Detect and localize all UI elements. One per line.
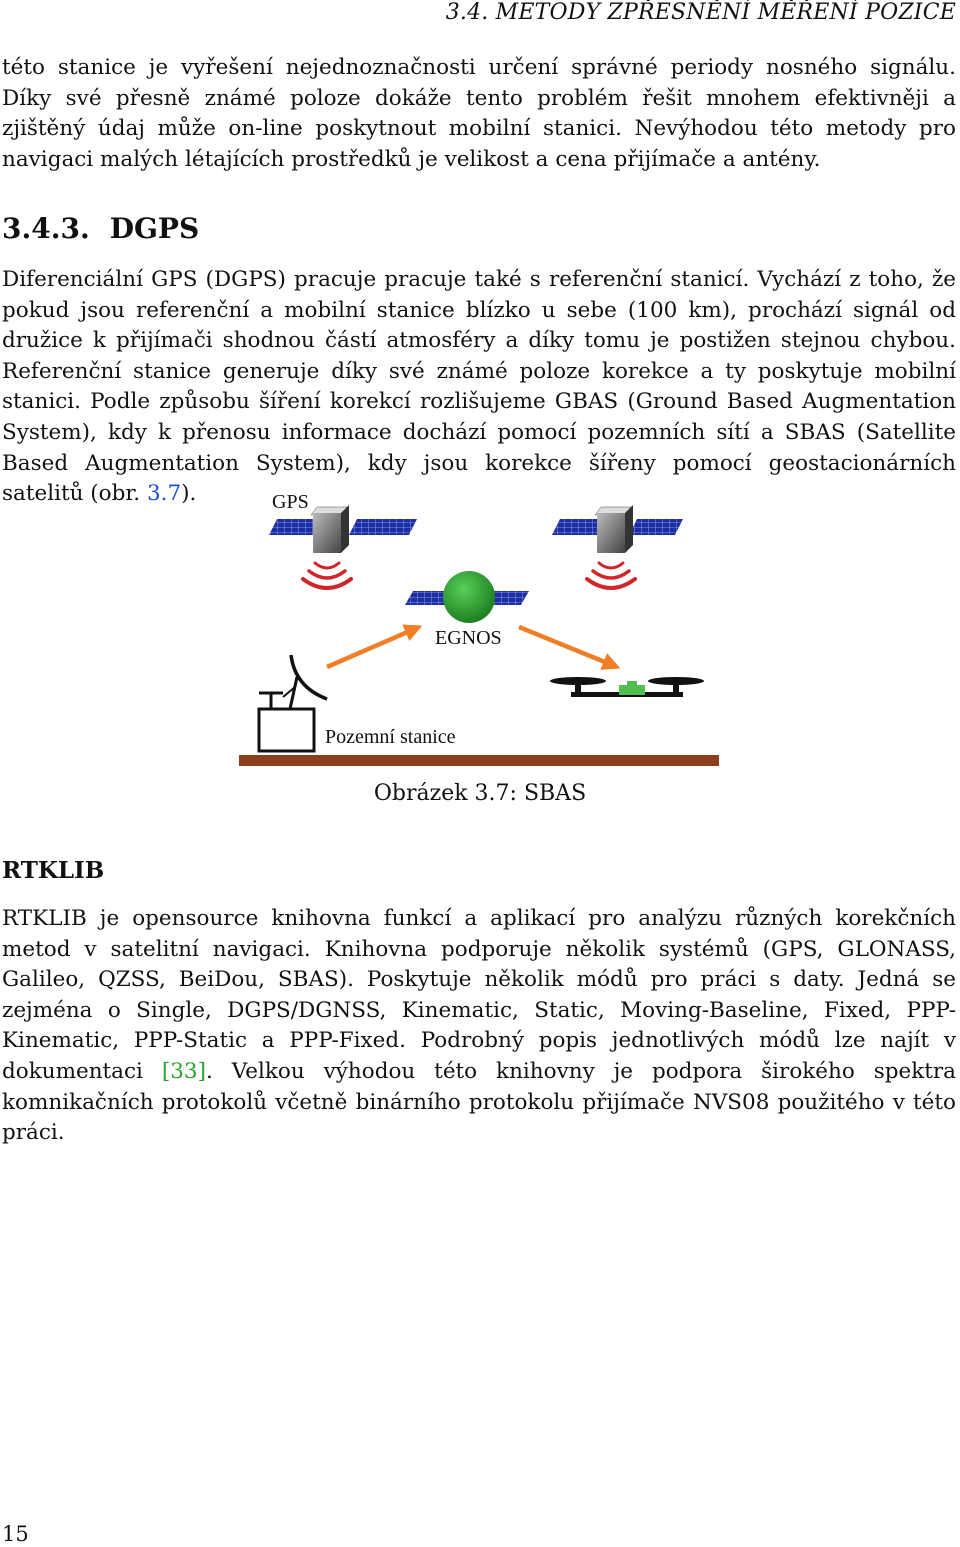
sbas-figure	[235, 487, 725, 772]
rtklib-text: RTKLIB je opensource knihovna funkcí a aplikací pro analýzu různých korekčních metod v satelitní navigaci. Knihovna podporuje několik systémů (GPS, GLONASS, Galileo, QZSS, BeiDou, SBAS). Poskytuje několik módů pro práci s daty. Jedná se zejména o Single, DGPS/DGNSS, Kinematic, Static, Moving-Baseline, Fixed, PPP-Kinematic, PPP-Static a PPP-Fixed. Podrobný popis jednotlivých módů lze najít v dokumentaci	[2, 906, 956, 1084]
sbas-diagram	[235, 487, 725, 772]
rtklib-text-end: . Velkou výhodou této knihovny je podpora širokého spektra komnikačních protokolů včetně binárního protokolu přijímače NVS08 použitého v této práci.	[2, 1058, 957, 1146]
arrow-egnos-to-drone-icon	[519, 627, 617, 667]
paragraph-dgps	[2, 265, 956, 510]
figure-caption: Obrázek 3.7: SBAS	[373, 781, 587, 806]
dgps-text-end: ).	[181, 481, 197, 507]
drone-icon	[550, 677, 704, 697]
figure-reference-link[interactable]: 3.7	[146, 481, 182, 507]
section-number: 3.4.3.	[2, 212, 90, 245]
section-heading	[2, 212, 199, 245]
running-head: 3.4. METODY ZPŘESNĚNÍ MĚŘENÍ POZICE	[445, 0, 956, 25]
arrow-station-to-egnos-icon	[327, 627, 419, 667]
ground-surface	[239, 755, 719, 766]
signal-waves-right-icon	[587, 563, 635, 588]
signal-waves-left-icon	[303, 563, 351, 588]
paragraph-intro: této stanice je vyřešení nejednoznačnosti určení správné periody nosného signálu. Díky své přesně známé poloze dokáže tento problém řešit mnohem efektivněji a zjištěný údaj může on-line poskytnout mobilní stanici. Nevýhodou této metody pro navigaci malých létajících prostředků je velikost a cena přijímače a antény.	[2, 55, 956, 172]
dgps-text: Diferenciální GPS (DGPS) pracuje pracuje také s referenční stanicí. Vychází z toho, že pokud jsou referenční a mobilní stanice blízko u sebe (100 km), prochází signál od družice k přijímači shodnou částí atmosféry a díky tomu je postižen stejnou chybou. Referenční stanice generuje díky své známé poloze korekce a ty poskytuje mobilní stanici. Podle způsobu šíření korekcí rozlišujeme GBAS (Ground Based Augmentation System), kdy k přenosu informace dochází pomocí pozemních sítí a SBAS (Satellite Based Augmentation System), kdy jsou korekce šířeny pomocí geostacionárních satelitů (obr.	[2, 267, 956, 507]
ground-station-icon	[259, 655, 327, 751]
gps-label: GPS	[272, 491, 309, 513]
gps-satellite-right-icon	[552, 505, 683, 553]
egnos-satellite-icon	[405, 571, 529, 623]
section-title: DGPS	[109, 212, 200, 245]
page-number: 15	[2, 1522, 29, 1546]
ground-station-label: Pozemní stanice	[325, 726, 456, 748]
rtklib-heading: RTKLIB	[2, 857, 105, 884]
egnos-label: EGNOS	[435, 627, 502, 649]
paragraph-rtklib	[2, 904, 956, 1149]
citation-link[interactable]: [33]	[161, 1058, 206, 1084]
